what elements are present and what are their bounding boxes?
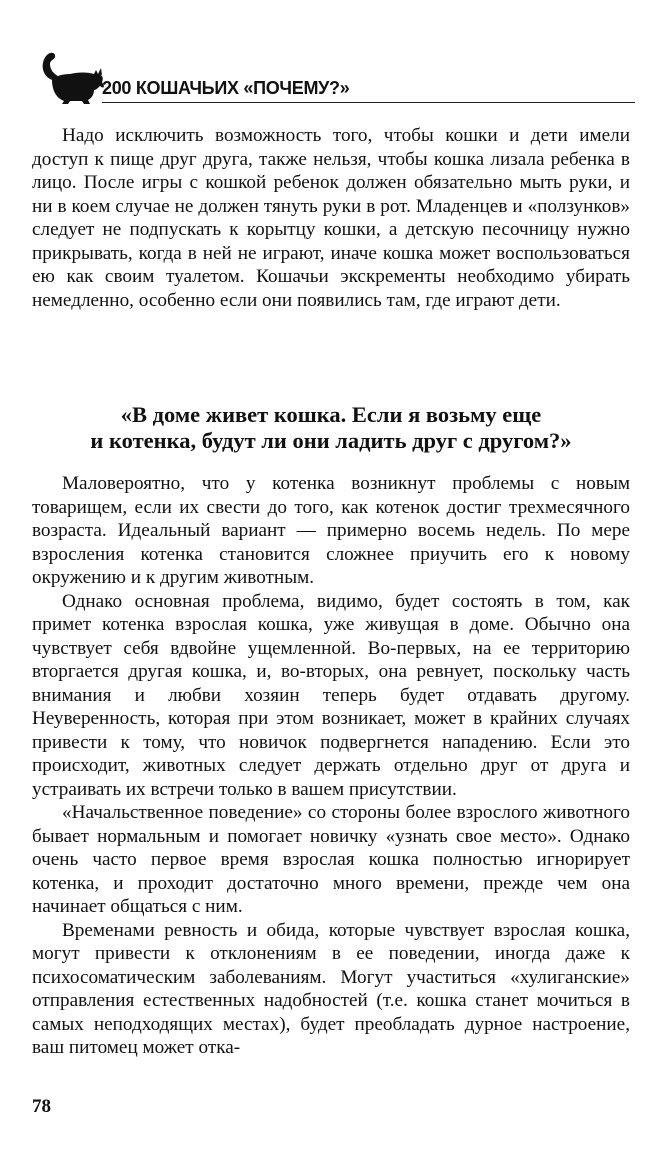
intro-text-block [32,124,630,312]
answer-paragraph-1: Маловероятно, что у котенка возникнут проблемы с новым товарищем, если их свести до того, как котенок достиг трехмесячного возраста. Идеальный вариант — примерно восемь недель. По мере взросления котенка становится сложнее приучить его к новому окружению и к другим животным. [32,473,630,588]
answer-paragraph-2: Однако основная проблема, видимо, будет состоять в том, как примет котенка взрослая кошка, уже живущая в доме. Обычно она чувствует себя вдвойне ущемленной. Во-первых, на ее территорию вторгается другая кошка, и, во-вторых, она ревнует, поскольку часть внимания и любви хозяин теперь будет отдавать другому. Неуверенность, которая при этом возникает, может в крайних случаях привести к тому, что новичок подвергнется нападению. Если это происходит, животных следует держать отдельно друг от друга и устраивать их встречи только в вашем присутствии. [32,590,630,800]
intro-paragraph: Надо исключить возможность того, чтобы кошки и дети имели доступ к пище друг друга, также нельзя, чтобы кошка лизала ребенка в лицо. После игры с кошкой ребенок должен обязательно мыть руки, и ни в коем случае не должен тянуть руки в рот. Младенцев и «ползунков» следует не подпускать к корытцу кошки, а детскую песочницу нужно прикрывать, когда в ней не играют, иначе кошка может воспользоваться ею как своим туалетом. Кошачьи экскременты необходимо убирать немедленно, особенно если они появились там, где играют дети. [32,125,630,311]
running-header [30,44,635,108]
header-rule [102,102,635,103]
question-heading-line-1: «В доме живет кошка. Если я возьму еще [120,402,542,427]
answer-text-block [32,472,630,1060]
running-header-title: 200 КОШАЧЬИХ «ПОЧЕМУ?» [102,78,350,98]
page-number: 78 [32,1096,51,1117]
answer-paragraph-3: «Начальственное поведение» со стороны более взрослого животного бывает нормальным и помогает новичку «узнать свое место». Однако очень часто первое время взрослая кошка полностью игнорирует котенка, и проходит достаточно много времени, прежде чем она начинает общаться с ним. [32,802,630,917]
answer-paragraph-4: Временами ревность и обида, которые чувствует взрослая кошка, могут привести к отклонениям в ее поведении, иногда даже к психосоматическим заболеваниям. Могут участиться «хулиганские» отправления естественных надобностей (т.е. кошка станет мочиться в самых неподходящих местах), будет преобладать дурное настроение, ваш питомец может отка- [32,919,630,1058]
question-heading [32,402,630,454]
question-heading-line-2: и котенка, будут ли они ладить друг с другом?» [90,428,572,453]
